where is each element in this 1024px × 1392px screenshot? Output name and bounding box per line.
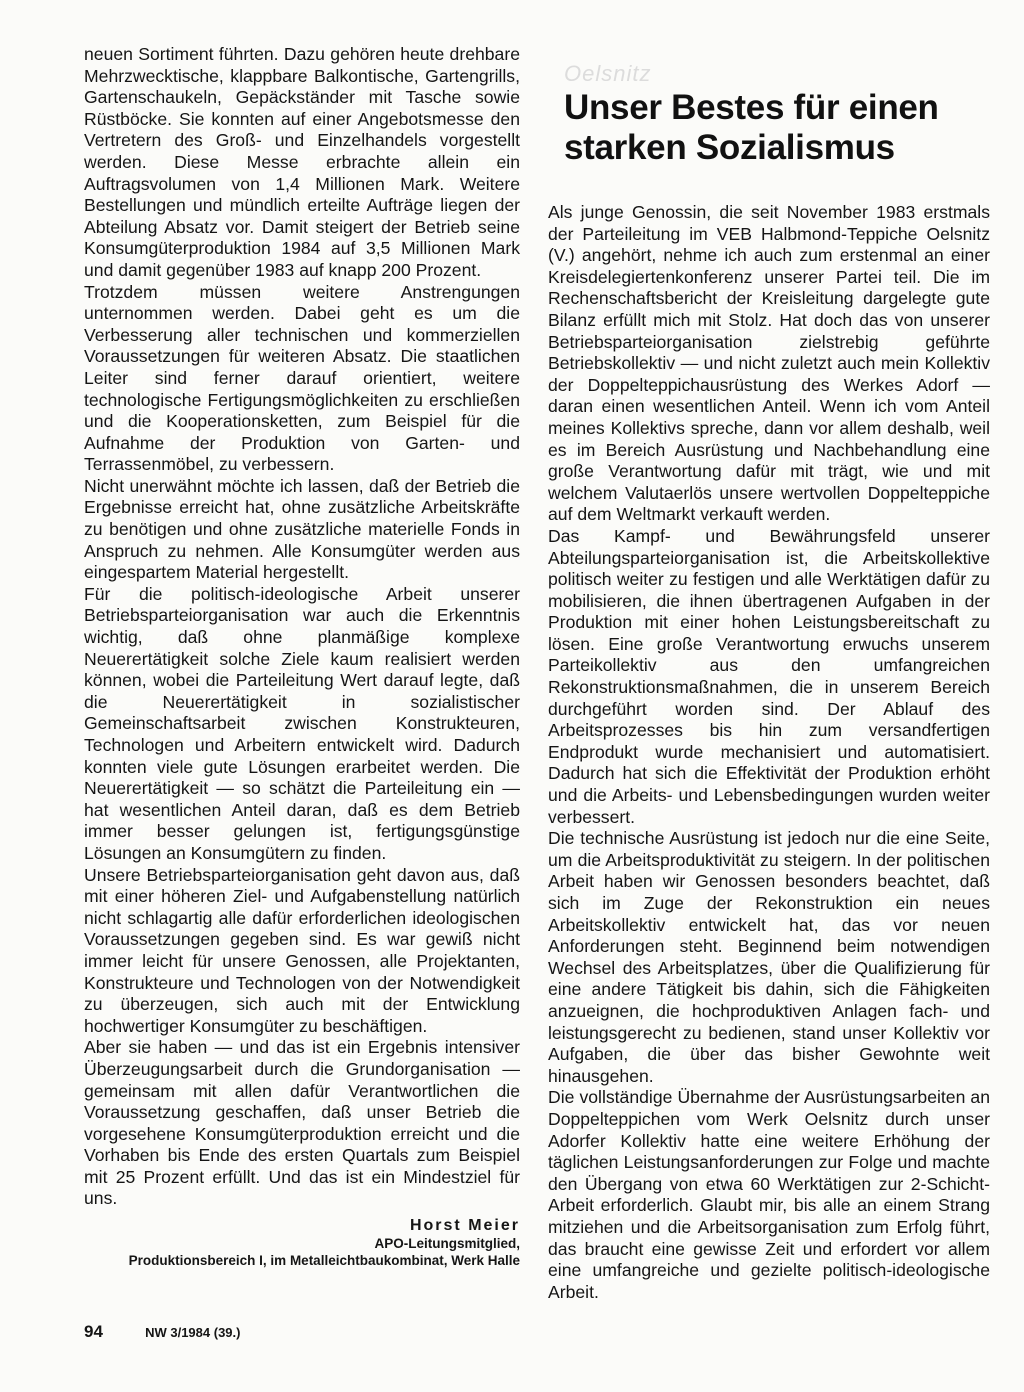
paragraph: neuen Sortiment führten. Dazu gehören heute drehbare Mehrzwecktische, klappbare Balkontische, Gartengrills, Gartenschaukeln, Gepäckständer mit Tasche sowie Rüstböcke. Sie konnten auf einer Angebotsmesse den Vertretern des Groß- und Einzelhandels vorgestellt werden. Diese Messe erbrachte allein ein Auftragsvolumen von 1,4 Millionen Mark. Weitere Bestellungen und mündlich erteilte Aufträge liegen der Abteilung Absatz vor. Damit steigert der Betrieb seine Konsumgüterproduktion 1984 auf 3,5 Millionen Mark und damit gegenüber 1983 auf knapp 200 Prozent. bbox=[84, 44, 520, 280]
paragraph: Als junge Genossin, die seit November 1983 erstmals der Parteileitung im VEB Halbmond-Teppiche Oelsnitz (V.) angehört, nehme ich auch zum erstenmal an einer Kreisdelegiertenkonferenz unserer Partei teil. Die im Rechenschaftsbericht der Kreisleitung dargelegte gute Bilanz erfüllt mich mit Stolz. Hat doch das von unserer Betriebsparteiorganisation zielstrebig geführte Betriebskollektiv — und nicht zuletzt auch mein Kollektiv der Doppelteppichausrüstung des Werkes Adorf — daran einen wesentlichen Anteil. Wenn ich vom Anteil meines Kollektivs spreche, dann vor allem deshalb, weil es im Bereich Ausrüstung und Nachbehandlung eine große Verantwortung dafür mit trägt, wie und mit welchem Valutaerlös unsere wertvollen Doppelteppiche auf dem Weltmarkt verkauft werden. bbox=[548, 202, 990, 525]
issue-label: NW 3/1984 (39.) bbox=[145, 1325, 241, 1340]
article-kicker: Oelsnitz bbox=[564, 61, 652, 86]
paragraph: Für die politisch-ideologische Arbeit unserer Betriebsparteiorganisation war auch die Erkenntnis wichtig, daß ohne planmäßige komplexe Neuerertätigkeit solche Ziele kaum realisiert werden können, wobei die Parteileitung Wert darauf legte, daß die Neuerertätigkeit in sozialistischer Gemeinschaftsarbeit zwischen Konstrukteuren, Technologen und Arbeitern entwickelt wird. Dadurch konnten viele gute Lösungen erarbeitet werden. Die Neuerertätigkeit — so schätzt die Parteileitung ein — hat wesentlichen Anteil daran, daß es dem Betrieb immer besser gelungen ist, fertigungsgünstige Lösungen an Konsumgütern zu finden. bbox=[84, 583, 520, 863]
paragraph: Die vollständige Übernahme der Ausrüstungsarbeiten an Doppelteppichen vom Werk Oelsnitz durch unser Adorfer Kollektiv hatte eine weitere Erhöhung der täglichen Leistungsanforderungen zur Folge und machte den Übergang von etwa 60 Werktätigen zur 2-Schicht-Arbeit erforderlich. Glaubt mir, bis alle an einem Strang mitziehen und die Arbeitsorganisation zum Erfolg führt, das braucht eine gewisse Zeit und erfordert vor allem eine umfangreiche und gezielte politisch-ideologische Arbeit. bbox=[548, 1087, 990, 1302]
author-block bbox=[84, 1216, 520, 1269]
author-name: Horst Meier bbox=[409, 1217, 520, 1235]
article-body bbox=[548, 202, 990, 1303]
author-affiliation: Produktionsbereich I, im Metalleichtbaukombinat, Werk Halle bbox=[128, 1253, 520, 1269]
right-column bbox=[548, 44, 990, 1303]
paragraph: Nicht unerwähnt möchte ich lassen, daß der Betrieb die Ergebnisse erreicht hat, ohne zusätzliche Arbeitskräfte zu benötigen und ohne zusätzliche materielle Fonds in Anspruch zu nehmen. Alle Konsumgüter werden aus eingespartem Material hergestellt. bbox=[84, 475, 520, 583]
paragraph: Unsere Betriebsparteiorganisation geht davon aus, daß mit einer höheren Ziel- und Aufgabenstellung natürlich nicht schlagartig alle dafür erforderlichen ideologischen Voraussetzungen gegeben sind. Es war gewiß nicht immer leicht für unsere Genossen, alle Projektanten, Konstrukteure und Technologen von der Notwendigkeit zu überzeugen, sich auch mit der Entwicklung hochwertiger Konsumgüter zu beschäftigen. bbox=[84, 864, 520, 1036]
paragraph: Aber sie haben — und das ist ein Ergebnis intensiver Überzeugungsarbeit durch die Grundorganisation — gemeinsam mit allen dafür Verantwortlichen die Voraussetzung geschaffen, daß unser Betrieb die vorgesehene Konsumgüterproduktion erreicht und die Vorhaben bis Ende des ersten Quartals zum Beispiel mit 25 Prozent erfüllt. Und das ist ein Mindestziel für uns. bbox=[84, 1037, 520, 1209]
paragraph: Die technische Ausrüstung ist jedoch nur die eine Seite, um die Arbeitsproduktivität zu steigern. In der politischen Arbeit haben wir Genossen besonders beachtet, daß sich im Zuge der Rekonstruktion ein neues Arbeitskollektiv entwickelt hat, das vor neuen Anforderungen steht. Beginnend beim notwendigen Wechsel des Arbeitsplatzes, über die Qualifizierung für eine andere Tätigkeit bis dahin, sich die Fähigkeiten anzueignen, die hochproduktiven Anlagen fach- und leistungsgerecht zu bedienen, stand unser Kollektiv vor Aufgaben, die über das bisher Gewohnte weit hinausgehen. bbox=[548, 828, 990, 1086]
left-column bbox=[84, 44, 520, 1269]
author-role: APO-Leitungsmitglied, bbox=[374, 1236, 520, 1252]
article-headline: Unser Bestes für einen starken Sozialismus bbox=[564, 88, 939, 167]
paragraph: Trotzdem müssen weitere Anstrengungen unternommen werden. Dabei geht es um die Verbesserung aller technischen und kommerziellen Voraussetzungen für weiteren Absatz. Die staatlichen Leiter sind ferner darauf orientiert, weitere technologische Fertigungsmöglichkeiten zu erschließen und die Kooperationsketten, zum Beispiel für die Aufnahme der Produktion von Garten- und Terrassenmöbel, zu verbessern. bbox=[84, 281, 520, 475]
paragraph: Das Kampf- und Bewährungsfeld unserer Abteilungsparteiorganisation ist, die Arbeitskollektive politisch weiter zu festigen und alle Werktätigen dafür zu mobilisieren, die ihnen übertragenen Aufgaben in der Produktion mit einer hohen Leistungsbereitschaft zu lösen. Eine große Verantwortung erwuchs unserem Parteikollektiv aus den umfangreichen Rekonstruktionsmaßnahmen, die in unserem Bereich durchgeführt worden sind. Der Ablauf des Arbeitsprozesses bis hin zum versandfertigen Endprodukt wurde mechanisiert und automatisiert. Dadurch hat sich die Effektivität der Produktion erhöht und die Arbeits- und Lebensbedingungen wurden weiter verbessert. bbox=[548, 525, 990, 827]
page-footer bbox=[84, 1322, 240, 1342]
page-number: 94 bbox=[84, 1322, 103, 1341]
